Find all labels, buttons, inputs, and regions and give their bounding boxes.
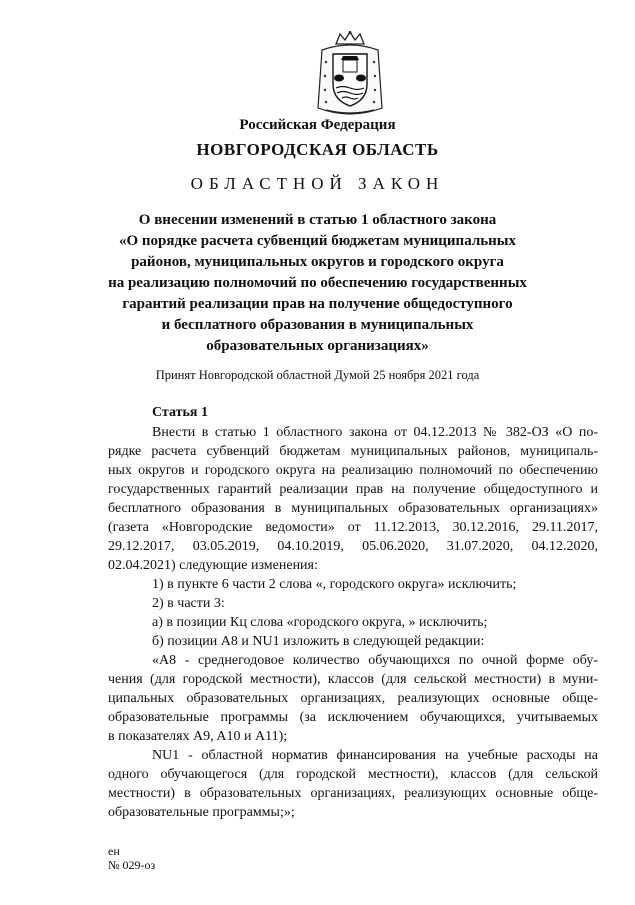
article-body [108, 423, 598, 822]
article-line: одного обучающегося (для городской местности), классов (для сельской [108, 767, 598, 782]
law-title [0, 210, 635, 357]
article-line: чения (для городской местности), классов (для сельской местности) в муни- [108, 672, 598, 687]
article-line: государственных гарантий реализации прав на получение общедоступного и [108, 482, 598, 497]
law-title-line: гарантий реализации прав на получение общедоступного [122, 296, 513, 312]
article-line: ных округов и городского округа на реализацию полномочий по обеспечению [108, 463, 598, 478]
law-type: ОБЛАСТНОЙ ЗАКОН [190, 174, 445, 193]
article-line: 1) в пункте 6 части 2 слова «, городского округа» исключить; [152, 577, 517, 592]
adoption-note: Принят Новгородской областной Думой 25 ноября 2021 года [155, 368, 480, 382]
article-line: образовательные программы;»; [108, 805, 295, 820]
region-name: НОВГОРОДСКАЯ ОБЛАСТЬ [196, 140, 439, 159]
article-line: образовательные программы (за исключением обучающихся, учитываемых [108, 710, 598, 725]
article-line: местности) в образовательных организациях, реализующих основные обще- [108, 786, 598, 801]
federation-name: Российская Федерация [239, 117, 396, 133]
author-initials: ен [108, 844, 120, 858]
coat-of-arms-icon [312, 30, 388, 120]
article-line: NU1 - областной норматив финансирования на учебные расходы на [152, 748, 598, 763]
article-line: 02.04.2021) следующие изменения: [108, 558, 318, 573]
article-line: бесплатного образования в муниципальных образовательных организациях» [108, 501, 598, 516]
article-line: ципальных образовательных организациях, реализующих основные обще- [108, 691, 598, 706]
article-line: рядке расчета субвенций бюджетам муниципальных районов, муниципаль- [108, 444, 598, 459]
article-line: а) в позиции Кц слова «городского округа, » исключить; [152, 615, 488, 630]
article-line: (газета «Новгородские ведомости» от 11.12.2013, 30.12.2016, 29.11.2017, [108, 520, 598, 535]
article-heading: Статья 1 [152, 405, 208, 420]
article-line: Внести в статью 1 областного закона от 04.12.2013 № 382-ОЗ «О по- [152, 425, 598, 440]
law-title-line: «О порядке расчета субвенций бюджетам муниципальных [118, 233, 517, 249]
article-line: «A8 - среднегодовое количество обучающихся по очной форме обу- [152, 653, 598, 668]
law-title-line: на реализацию полномочий по обеспечению государственных [108, 275, 527, 291]
article-line: 29.12.2017, 03.05.2019, 04.10.2019, 05.06.2020, 31.07.2020, 04.12.2020, [108, 539, 598, 554]
law-title-line: и бесплатного образования в муниципальных [161, 317, 474, 333]
law-title-line: образовательных организациях» [206, 338, 429, 354]
article-line: в показателях A9, A10 и A11); [108, 729, 288, 744]
law-number: № 029-оз [108, 858, 156, 872]
article-line: 2) в части 3: [152, 596, 225, 611]
law-title-line: районов, муниципальных округов и городского округа [131, 254, 504, 270]
law-title-line: О внесении изменений в статью 1 областного закона [138, 212, 497, 228]
document-footer [108, 844, 155, 872]
article-line: б) позиции A8 и NU1 изложить в следующей редакции: [152, 634, 485, 649]
